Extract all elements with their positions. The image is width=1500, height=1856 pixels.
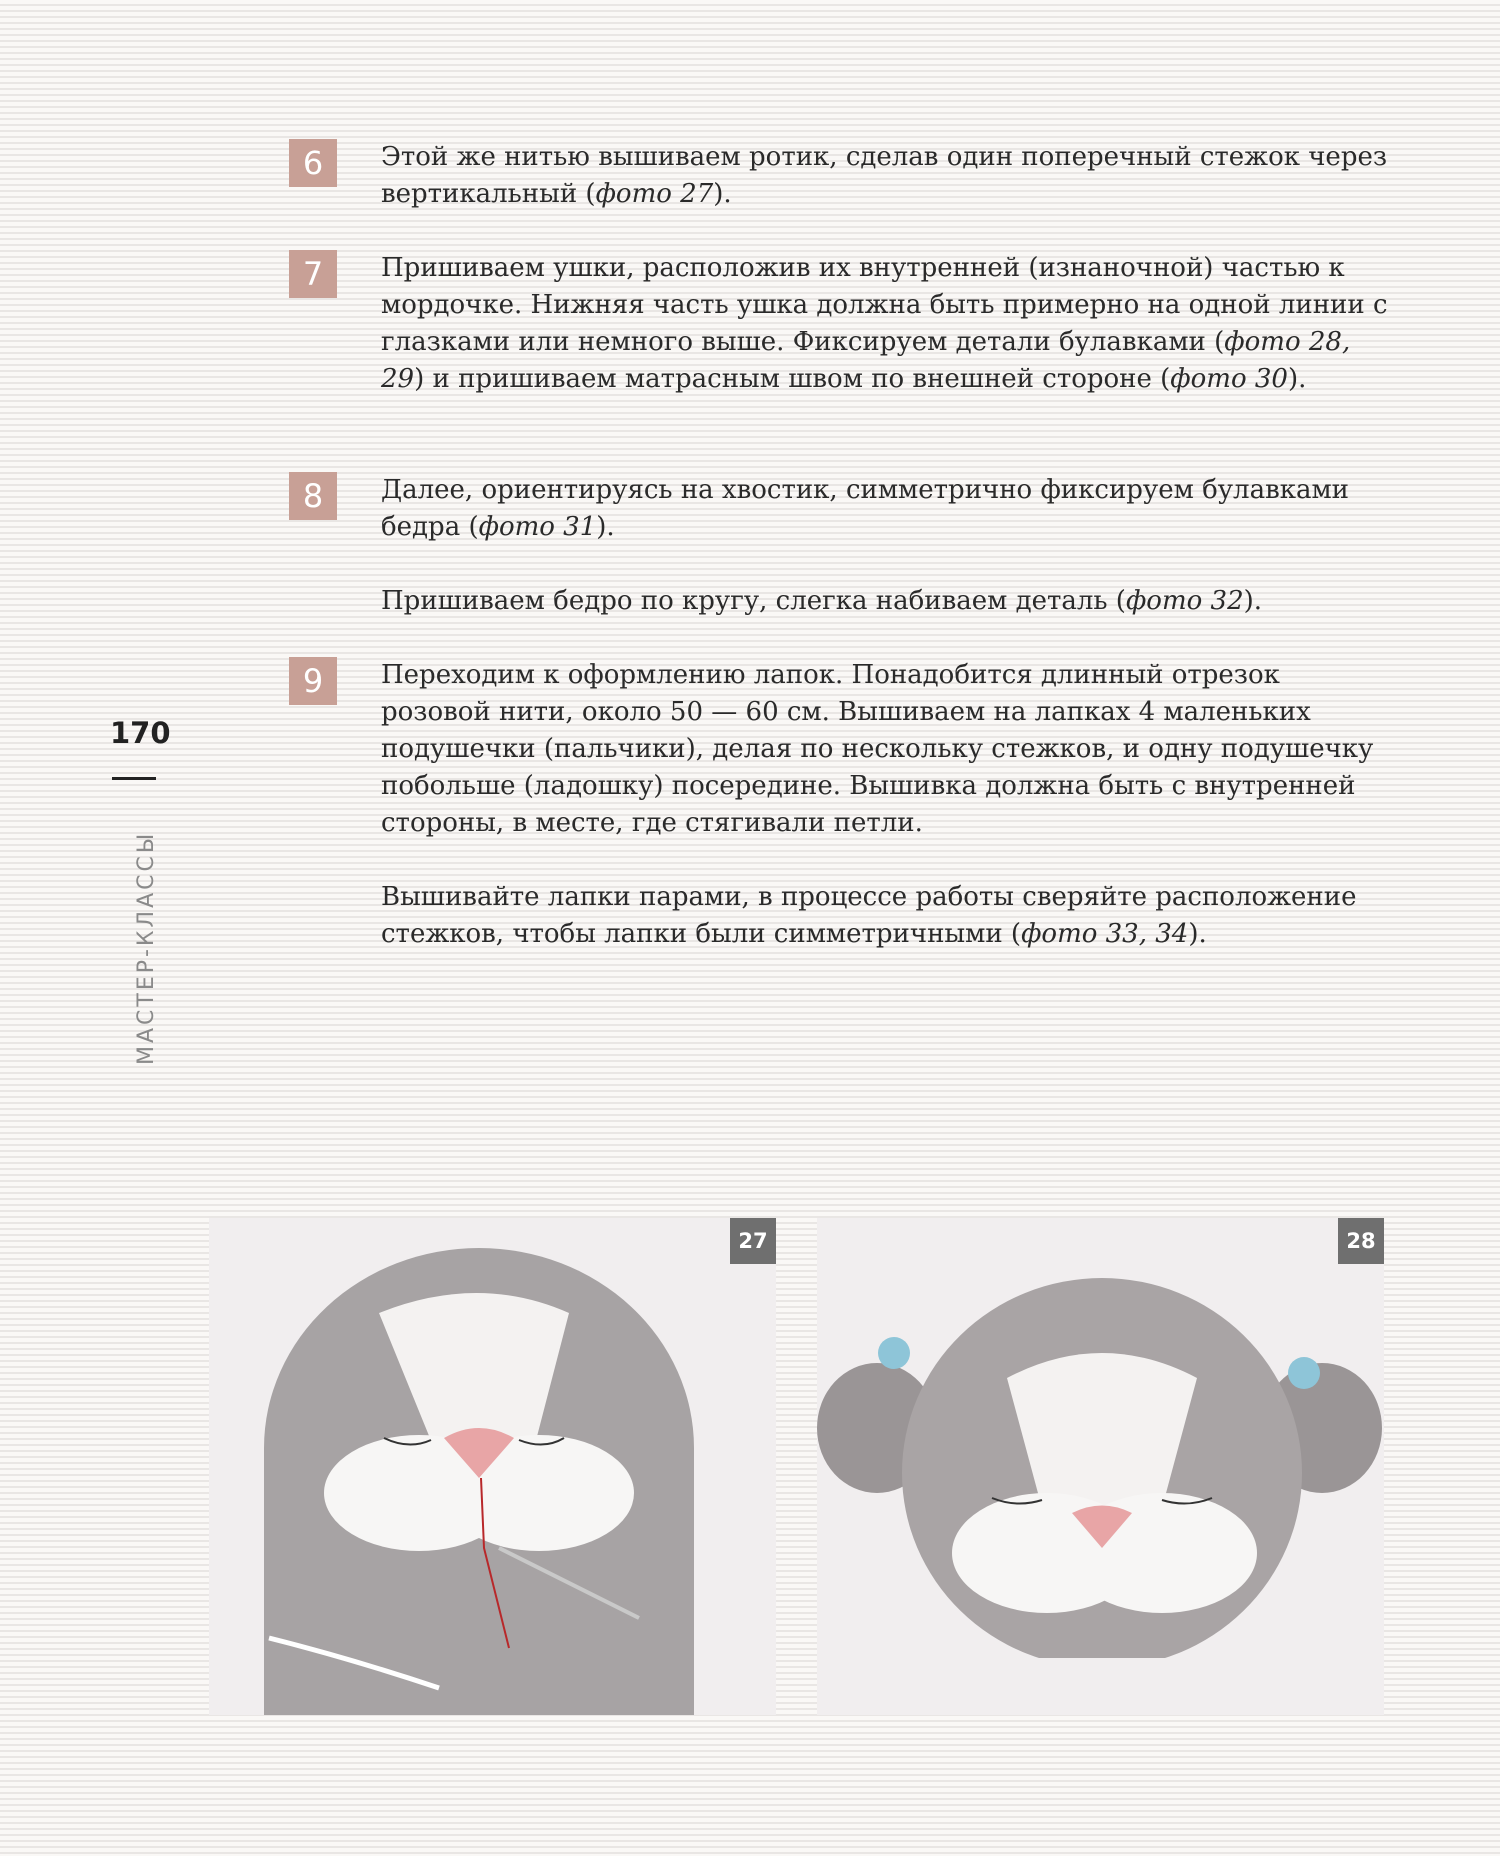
paragraph-text: ).: [1243, 586, 1263, 616]
paragraph-text: ).: [1188, 919, 1207, 949]
paragraph-text: ) и пришиваем матрасным швом по внешней стороне (: [414, 364, 1171, 394]
step-number-badge: 8: [289, 472, 337, 520]
step-number-badge: 6: [289, 139, 337, 187]
paragraph-text: Переходим к оформлению лапок. Понадобится длинный отрезок розовой нити, около 50 — 60 см. Вышиваем на лапках 4 маленьких подушечки (пальчики), делая по нескольку стежков, и одну подушечку побольше (ладошку) посередине. Вышивка должна быть с внутренней стороны, в месте, где стягивали петли.: [381, 660, 1374, 838]
photo-number-badge: 27: [730, 1218, 776, 1264]
photo-reference: фото 32: [1125, 586, 1244, 616]
page-number-rule: [112, 777, 156, 780]
photo-reference: фото 28, 29: [381, 327, 1351, 394]
paragraph-text: Этой же нитью вышиваем ротик, сделав один поперечный стежок через вертикальный (: [381, 142, 1388, 209]
step-text: [381, 657, 1391, 990]
paragraph-text: ).: [596, 512, 615, 542]
step-text: [381, 250, 1391, 435]
photo-reference: фото 33, 34: [1021, 919, 1189, 949]
step-paragraph: [381, 139, 1391, 213]
step-number-badge: 7: [289, 250, 337, 298]
step-paragraph: [381, 657, 1391, 842]
step-number-badge: 9: [289, 657, 337, 705]
photo-28: [817, 1218, 1384, 1715]
paragraph-text: Далее, ориентируясь на хвостик, симметрично фиксируем булавками бедра (: [381, 475, 1350, 542]
photo-reference: фото 30: [1170, 364, 1288, 394]
photo-reference: фото 27: [595, 179, 714, 209]
step-text: [381, 472, 1391, 657]
section-label: МАСТЕР-КЛАССЫ: [134, 830, 159, 1065]
step-paragraph: [381, 583, 1391, 620]
step-paragraph: [381, 250, 1391, 398]
step-paragraph: [381, 879, 1391, 953]
paragraph-text: ).: [1287, 364, 1307, 394]
paragraph-text: Вышивайте лапки парами, в процессе работы сверяйте расположение стежков, чтобы лапки были симметричными (: [381, 882, 1357, 949]
photo-number-badge: 28: [1338, 1218, 1384, 1264]
paragraph-text: Пришиваем бедро по кругу, слегка набиваем деталь (: [381, 586, 1126, 616]
paragraph-text: ).: [713, 179, 732, 209]
step-paragraph: [381, 472, 1391, 546]
knitted-cat-face-photo: [209, 1218, 776, 1715]
step-text: [381, 139, 1391, 250]
photo-27: [209, 1218, 776, 1715]
knitted-cat-face-with-pins-photo: [817, 1218, 1384, 1715]
paragraph-text: Пришиваем ушки, расположив их внутренней (изнаночной) частью к мордочке. Нижняя часть ушка должна быть примерно на одной линии с глазками или немного выше. Фиксируем детали булавками (: [381, 253, 1388, 357]
page-number: 170: [110, 716, 171, 750]
photo-reference: фото 31: [478, 512, 597, 542]
